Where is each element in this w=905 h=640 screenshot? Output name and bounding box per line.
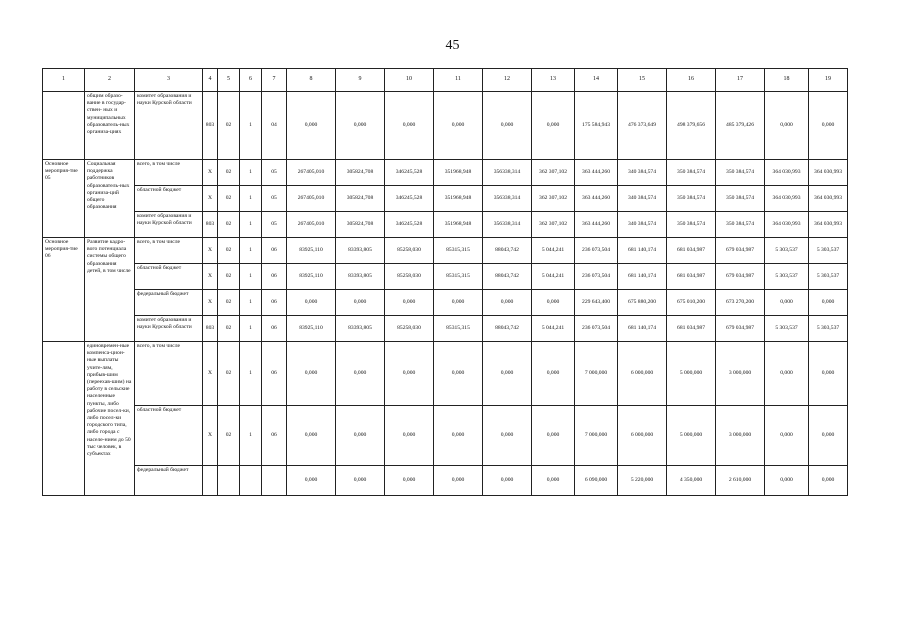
table-row (43, 290, 848, 316)
value-cell: 0,000 (434, 406, 483, 466)
code-cell: 1 (240, 212, 262, 238)
header-cell: 7 (262, 69, 287, 92)
code-cell: 02 (218, 290, 240, 316)
value-cell: 0,000 (434, 290, 483, 316)
value-cell: 364 030,993 (765, 160, 809, 186)
header-cell: 1 (43, 69, 85, 92)
value-cell: 681 140,174 (618, 264, 667, 290)
table-row (43, 238, 848, 264)
table-row (43, 186, 848, 212)
value-cell: 356338,314 (483, 186, 532, 212)
code-cell: 04 (262, 92, 287, 160)
code-cell: 803 (203, 92, 218, 160)
table-row (43, 92, 848, 160)
code-cell: 1 (240, 92, 262, 160)
value-cell: 0,000 (287, 466, 336, 496)
source-cell: областной бюджет (135, 406, 203, 466)
event-cell (43, 92, 85, 160)
value-cell: 364 030,993 (765, 186, 809, 212)
value-cell: 346245,528 (385, 212, 434, 238)
table-row (43, 316, 848, 342)
value-cell: 340 384,574 (618, 186, 667, 212)
code-cell: 1 (240, 342, 262, 406)
value-cell: 267405,010 (287, 212, 336, 238)
source-cell: комитет образования и науки Курской области (135, 316, 203, 342)
value-cell: 7 000,000 (575, 406, 618, 466)
value-cell: 350 384,574 (667, 186, 716, 212)
value-cell: 83925,110 (287, 316, 336, 342)
value-cell: 0,000 (287, 342, 336, 406)
value-cell: 5 303,537 (765, 238, 809, 264)
code-cell: 02 (218, 264, 240, 290)
table-row (43, 160, 848, 186)
value-cell: 5 044,241 (532, 238, 575, 264)
value-cell: 350 384,574 (716, 186, 765, 212)
value-cell: 88043,742 (483, 238, 532, 264)
value-cell: 236 073,504 (575, 264, 618, 290)
value-cell: 0,000 (532, 342, 575, 406)
value-cell: 356338,314 (483, 212, 532, 238)
value-cell: 175 584,943 (575, 92, 618, 160)
value-cell: 346245,528 (385, 186, 434, 212)
value-cell: 0,000 (287, 92, 336, 160)
code-cell: 1 (240, 160, 262, 186)
description-cell: Социальная поддержка работников образователь-ных организа-ций общего образования (85, 160, 135, 238)
value-cell: 340 384,574 (618, 160, 667, 186)
value-cell: 346245,528 (385, 160, 434, 186)
value-cell: 5 220,000 (618, 466, 667, 496)
header-cell: 17 (716, 69, 765, 92)
header-cell: 18 (765, 69, 809, 92)
value-cell: 0,000 (809, 342, 848, 406)
value-cell: 5 044,241 (532, 316, 575, 342)
code-cell: 803 (203, 316, 218, 342)
value-cell: 0,000 (765, 342, 809, 406)
value-cell: 0,000 (336, 342, 385, 406)
value-cell: 0,000 (336, 92, 385, 160)
description-cell: общим образо-вание в государ-ствен- ных и муниципальных образователь-ных организа-циях (85, 92, 135, 160)
code-cell: X (203, 264, 218, 290)
table-row (43, 212, 848, 238)
value-cell: 6 000,000 (618, 342, 667, 406)
header-cell: 5 (218, 69, 240, 92)
header-cell: 14 (575, 69, 618, 92)
value-cell: 5 303,537 (765, 316, 809, 342)
code-cell: 05 (262, 212, 287, 238)
code-cell: X (203, 290, 218, 316)
value-cell: 267405,010 (287, 186, 336, 212)
value-cell: 6 090,000 (575, 466, 618, 496)
code-cell: 02 (218, 92, 240, 160)
value-cell: 364 030,993 (809, 160, 848, 186)
value-cell: 0,000 (434, 466, 483, 496)
code-cell: 02 (218, 316, 240, 342)
code-cell: 1 (240, 316, 262, 342)
value-cell: 0,000 (434, 342, 483, 406)
description-cell: единовремен-ные компенса-цион- ные выплаты учите-лям, прибыв-шим (переехав-шим) на работу в сельские населенные пункты, либо рабочие посел-ки, либо посел-ки городского типа, либо города с населе-нием до 50 тыс человек, в субъектах (85, 342, 135, 496)
code-cell: X (203, 406, 218, 466)
value-cell: 2 610,000 (716, 466, 765, 496)
value-cell: 85315,315 (434, 238, 483, 264)
value-cell: 673 270,200 (716, 290, 765, 316)
value-cell: 7 000,000 (575, 342, 618, 406)
value-cell: 0,000 (532, 290, 575, 316)
value-cell: 0,000 (765, 466, 809, 496)
event-cell (43, 342, 85, 496)
value-cell: 364 030,993 (809, 186, 848, 212)
value-cell: 351968,948 (434, 212, 483, 238)
value-cell: 5 044,241 (532, 264, 575, 290)
value-cell: 0,000 (385, 406, 434, 466)
value-cell: 5 303,537 (809, 238, 848, 264)
value-cell: 5 303,537 (765, 264, 809, 290)
value-cell: 363 444,260 (575, 186, 618, 212)
header-cell: 2 (85, 69, 135, 92)
code-cell: 06 (262, 290, 287, 316)
header-cell: 6 (240, 69, 262, 92)
value-cell: 0,000 (809, 290, 848, 316)
source-cell: областной бюджет (135, 264, 203, 290)
value-cell: 0,000 (483, 406, 532, 466)
value-cell: 83393,805 (336, 238, 385, 264)
value-cell: 0,000 (532, 466, 575, 496)
code-cell: 02 (218, 160, 240, 186)
source-cell: всего, в том числе (135, 160, 203, 186)
value-cell: 0,000 (385, 92, 434, 160)
code-cell (218, 466, 240, 496)
code-cell: 02 (218, 238, 240, 264)
value-cell: 0,000 (809, 406, 848, 466)
value-cell: 236 073,504 (575, 238, 618, 264)
value-cell: 85258,030 (385, 316, 434, 342)
table-row (43, 466, 848, 496)
value-cell: 363 444,260 (575, 160, 618, 186)
source-cell: федеральный бюджет (135, 290, 203, 316)
value-cell: 5 000,000 (667, 342, 716, 406)
value-cell: 350 384,574 (716, 212, 765, 238)
value-cell: 0,000 (385, 342, 434, 406)
value-cell: 0,000 (287, 406, 336, 466)
value-cell: 305824,708 (336, 186, 385, 212)
value-cell: 305824,708 (336, 160, 385, 186)
value-cell: 681 034,987 (667, 316, 716, 342)
value-cell: 0,000 (385, 466, 434, 496)
value-cell: 363 444,260 (575, 212, 618, 238)
value-cell: 362 307,102 (532, 212, 575, 238)
value-cell: 340 384,574 (618, 212, 667, 238)
value-cell: 85315,315 (434, 264, 483, 290)
value-cell: 0,000 (336, 406, 385, 466)
header-cell: 3 (135, 69, 203, 92)
header-cell: 9 (336, 69, 385, 92)
code-cell: X (203, 186, 218, 212)
source-cell: всего, в том числе (135, 342, 203, 406)
value-cell: 681 034,987 (667, 264, 716, 290)
code-cell: 1 (240, 406, 262, 466)
value-cell: 88043,742 (483, 316, 532, 342)
value-cell: 3 000,000 (716, 342, 765, 406)
value-cell: 350 384,574 (716, 160, 765, 186)
value-cell: 0,000 (434, 92, 483, 160)
header-cell: 13 (532, 69, 575, 92)
code-cell: X (203, 160, 218, 186)
value-cell: 0,000 (532, 92, 575, 160)
table-row (43, 264, 848, 290)
value-cell: 0,000 (483, 342, 532, 406)
value-cell: 0,000 (483, 466, 532, 496)
code-cell (203, 466, 218, 496)
value-cell: 485 379,426 (716, 92, 765, 160)
value-cell: 0,000 (765, 290, 809, 316)
value-cell: 362 307,102 (532, 186, 575, 212)
code-cell: X (203, 342, 218, 406)
header-row (43, 69, 848, 92)
code-cell: 05 (262, 160, 287, 186)
header-cell: 19 (809, 69, 848, 92)
value-cell: 0,000 (765, 92, 809, 160)
code-cell: 06 (262, 264, 287, 290)
value-cell: 0,000 (287, 290, 336, 316)
value-cell: 83393,805 (336, 264, 385, 290)
code-cell: 06 (262, 316, 287, 342)
value-cell: 305824,708 (336, 212, 385, 238)
value-cell: 681 034,987 (667, 238, 716, 264)
code-cell: 02 (218, 212, 240, 238)
value-cell: 0,000 (336, 290, 385, 316)
value-cell: 85258,030 (385, 238, 434, 264)
code-cell: 803 (203, 212, 218, 238)
code-cell: 06 (262, 238, 287, 264)
value-cell: 681 140,174 (618, 316, 667, 342)
value-cell: 351968,948 (434, 160, 483, 186)
code-cell (262, 466, 287, 496)
value-cell: 0,000 (336, 466, 385, 496)
value-cell: 3 000,000 (716, 406, 765, 466)
code-cell: 1 (240, 238, 262, 264)
table-row (43, 406, 848, 466)
value-cell: 83925,110 (287, 238, 336, 264)
value-cell: 356338,314 (483, 160, 532, 186)
header-cell: 12 (483, 69, 532, 92)
source-cell: областной бюджет (135, 186, 203, 212)
value-cell: 5 303,537 (809, 316, 848, 342)
value-cell: 4 350,000 (667, 466, 716, 496)
page-number: 45 (445, 38, 460, 53)
value-cell: 267405,010 (287, 160, 336, 186)
value-cell: 236 073,504 (575, 316, 618, 342)
value-cell: 5 000,000 (667, 406, 716, 466)
header-cell: 4 (203, 69, 218, 92)
code-cell: 02 (218, 186, 240, 212)
header-cell: 16 (667, 69, 716, 92)
value-cell: 675 880,200 (618, 290, 667, 316)
value-cell: 0,000 (483, 290, 532, 316)
value-cell: 0,000 (809, 92, 848, 160)
code-cell: 1 (240, 186, 262, 212)
code-cell: 1 (240, 264, 262, 290)
value-cell: 362 307,102 (532, 160, 575, 186)
value-cell: 0,000 (532, 406, 575, 466)
value-cell: 351968,948 (434, 186, 483, 212)
code-cell: 02 (218, 342, 240, 406)
description-cell: Развитие кадро-вого потенциала системы общего образования детей, в том числе (85, 238, 135, 342)
table-row (43, 342, 848, 406)
value-cell: 83925,110 (287, 264, 336, 290)
value-cell: 83393,805 (336, 316, 385, 342)
code-cell (240, 466, 262, 496)
source-cell: комитет образования и науки Курской области (135, 212, 203, 238)
value-cell: 0,000 (765, 406, 809, 466)
source-cell: комитет образования и науки Курской области (135, 92, 203, 160)
code-cell: 06 (262, 342, 287, 406)
value-cell: 5 303,537 (809, 264, 848, 290)
value-cell: 364 030,993 (765, 212, 809, 238)
header-cell: 15 (618, 69, 667, 92)
value-cell: 0,000 (809, 466, 848, 496)
code-cell: 02 (218, 406, 240, 466)
value-cell: 679 034,987 (716, 264, 765, 290)
value-cell: 85315,315 (434, 316, 483, 342)
header-cell: 11 (434, 69, 483, 92)
value-cell: 0,000 (385, 290, 434, 316)
header-cell: 10 (385, 69, 434, 92)
value-cell: 476 373,649 (618, 92, 667, 160)
source-cell: всего, в том числе (135, 238, 203, 264)
code-cell: X (203, 238, 218, 264)
value-cell: 679 034,987 (716, 238, 765, 264)
source-cell: федеральный бюджет (135, 466, 203, 496)
event-cell: Основное мероприя-тие 05 (43, 160, 85, 238)
value-cell: 350 384,574 (667, 160, 716, 186)
code-cell: 05 (262, 186, 287, 212)
value-cell: 85258,030 (385, 264, 434, 290)
value-cell: 350 384,574 (667, 212, 716, 238)
code-cell: 06 (262, 406, 287, 466)
value-cell: 498 379,656 (667, 92, 716, 160)
header-cell: 8 (287, 69, 336, 92)
code-cell: 1 (240, 290, 262, 316)
event-cell: Основное мероприя-тие 06 (43, 238, 85, 342)
value-cell: 229 643,400 (575, 290, 618, 316)
value-cell: 675 010,200 (667, 290, 716, 316)
value-cell: 364 030,993 (809, 212, 848, 238)
value-cell: 679 034,987 (716, 316, 765, 342)
budget-table (42, 68, 848, 496)
value-cell: 88043,742 (483, 264, 532, 290)
value-cell: 6 000,000 (618, 406, 667, 466)
value-cell: 681 140,174 (618, 238, 667, 264)
value-cell: 0,000 (483, 92, 532, 160)
